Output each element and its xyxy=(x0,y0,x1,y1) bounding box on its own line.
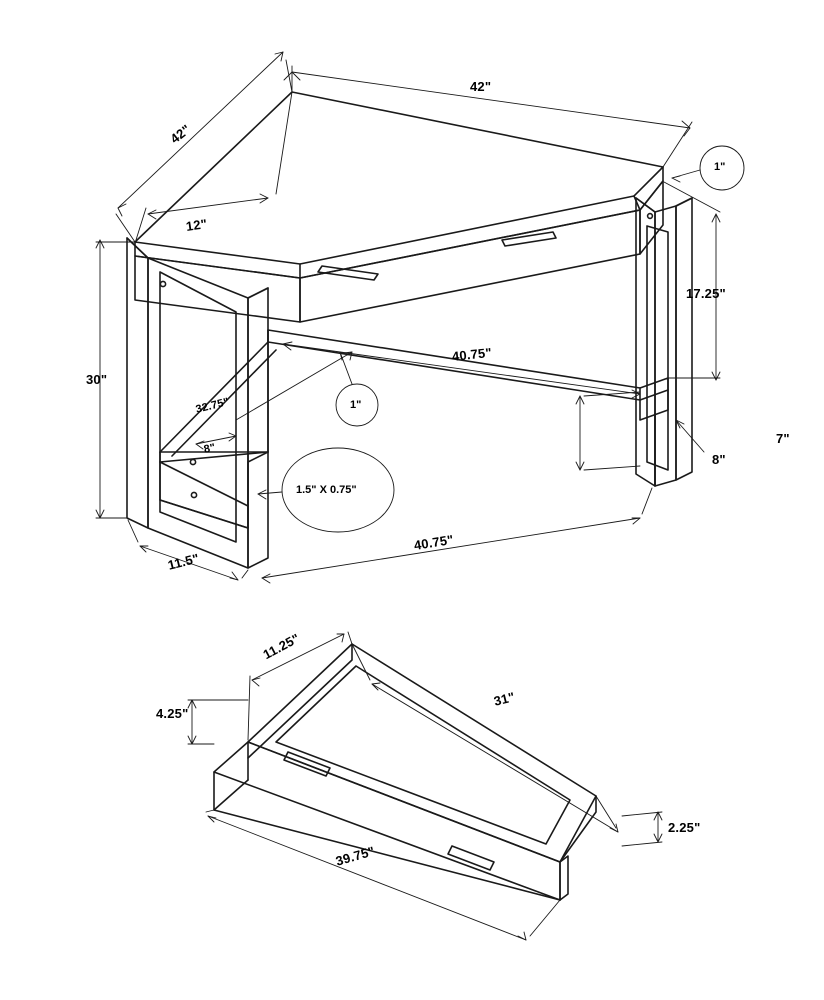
arrow-profile xyxy=(258,490,266,499)
leader-32-75 xyxy=(236,352,352,420)
dim-line-shelf-right xyxy=(676,420,704,452)
dim-line-top-left xyxy=(118,52,283,208)
callout-label-top-thickness: 1" xyxy=(714,161,726,173)
lower-shelf-bottom xyxy=(160,500,248,528)
left-leg-outer xyxy=(127,238,148,528)
right-leg-outer xyxy=(636,198,655,486)
right-leg-top-edge xyxy=(636,198,692,212)
desk-top-surface xyxy=(135,92,663,264)
drawer-top-opening-outer xyxy=(248,644,596,862)
ext-drawer-front-a xyxy=(206,810,214,812)
ext-drawer-lip-bottom xyxy=(622,842,662,846)
ext-top-left-a xyxy=(286,60,292,92)
dimension-label-base-width: 40.75" xyxy=(412,531,455,553)
dimension-label-top-depth: 12" xyxy=(184,216,209,234)
stretcher-right-return xyxy=(640,378,668,400)
dimension-label-shelf-height: 7" xyxy=(776,431,790,446)
apron-right xyxy=(300,210,640,322)
ext-base-depth-b xyxy=(242,570,248,578)
dimension-label-shelf-width-right: 8" xyxy=(712,452,726,467)
dimension-label-apron-height: 17.25" xyxy=(686,286,726,301)
ext-top-left-b xyxy=(116,214,135,242)
dimension-label-base-depth: 11.5" xyxy=(166,550,201,573)
left-leg-fastener xyxy=(160,281,165,286)
dimension-label-stretcher-length: 40.75" xyxy=(451,344,493,364)
dimension-label-drawer-inner-width: 31" xyxy=(492,689,517,709)
ext-drawer-depth-a xyxy=(248,676,250,740)
drawer-back-left xyxy=(248,644,352,758)
arrow-top-left-start xyxy=(118,204,126,216)
brace-diagonal xyxy=(160,342,268,452)
dim-line-depth xyxy=(148,198,268,214)
right-leg-inner xyxy=(676,198,692,480)
dimension-label-drawer-lip: 2.25" xyxy=(668,820,701,835)
stretcher-rail xyxy=(268,330,640,400)
dimension-label-top-left-width: 42" xyxy=(167,121,194,147)
left-lower-fastener xyxy=(191,492,196,497)
dimension-label-drawer-depth: 11.25" xyxy=(260,630,303,663)
ext-top-right-b xyxy=(663,122,692,167)
dimension-label-shelf-depth-left: 32.75" xyxy=(194,395,231,416)
leader-tube-a xyxy=(340,352,352,384)
callout-label-tube: 1" xyxy=(350,399,362,411)
drawer-top-opening-inner xyxy=(276,666,570,844)
ext-drawer-depth-b xyxy=(348,632,352,644)
dimension-label-shelf-width-left: 8" xyxy=(202,441,217,456)
left-shelf-fastener xyxy=(190,459,195,464)
ext-drawer-inner-b xyxy=(596,796,616,828)
callout-label-frame-profile: 1.5" X 0.75" xyxy=(296,484,357,496)
dimension-label-top-right-width: 42" xyxy=(470,79,492,94)
ext-base-width-b xyxy=(642,488,652,514)
dim-line-base-width xyxy=(262,518,640,578)
drawer-front-left-edge xyxy=(214,780,248,810)
arrow-base-depth-b xyxy=(230,572,238,580)
dimension-label-drawer-front-width: 39.75" xyxy=(333,843,377,869)
right-leg-fastener xyxy=(648,214,653,219)
arrow-top-thickness xyxy=(672,176,680,182)
drawer-pull-right xyxy=(502,232,556,246)
dimension-label-drawer-height: 4.25" xyxy=(156,706,189,721)
ext-depth-b xyxy=(276,92,292,194)
arrow-depth-start xyxy=(148,210,156,219)
dimension-label-overall-height: 30" xyxy=(86,372,108,387)
arrow-base-depth-a xyxy=(140,546,148,552)
drawer-right-return xyxy=(560,856,568,900)
right-leg-opening xyxy=(647,226,668,470)
arrow-base-width-a xyxy=(262,574,270,583)
right-leg-panel xyxy=(655,206,676,486)
left-leg-inner xyxy=(248,288,268,568)
lower-shelf-side xyxy=(160,462,248,528)
ext-drawer-front-b xyxy=(530,900,560,936)
arrow-drawer-depth-b xyxy=(337,634,344,642)
desk-top-thickness-right xyxy=(300,167,663,278)
ext-shelf-height-bottom xyxy=(584,466,640,470)
lower-shelf-bottom-edge xyxy=(160,462,248,506)
arrow-top-right-end xyxy=(682,121,690,136)
